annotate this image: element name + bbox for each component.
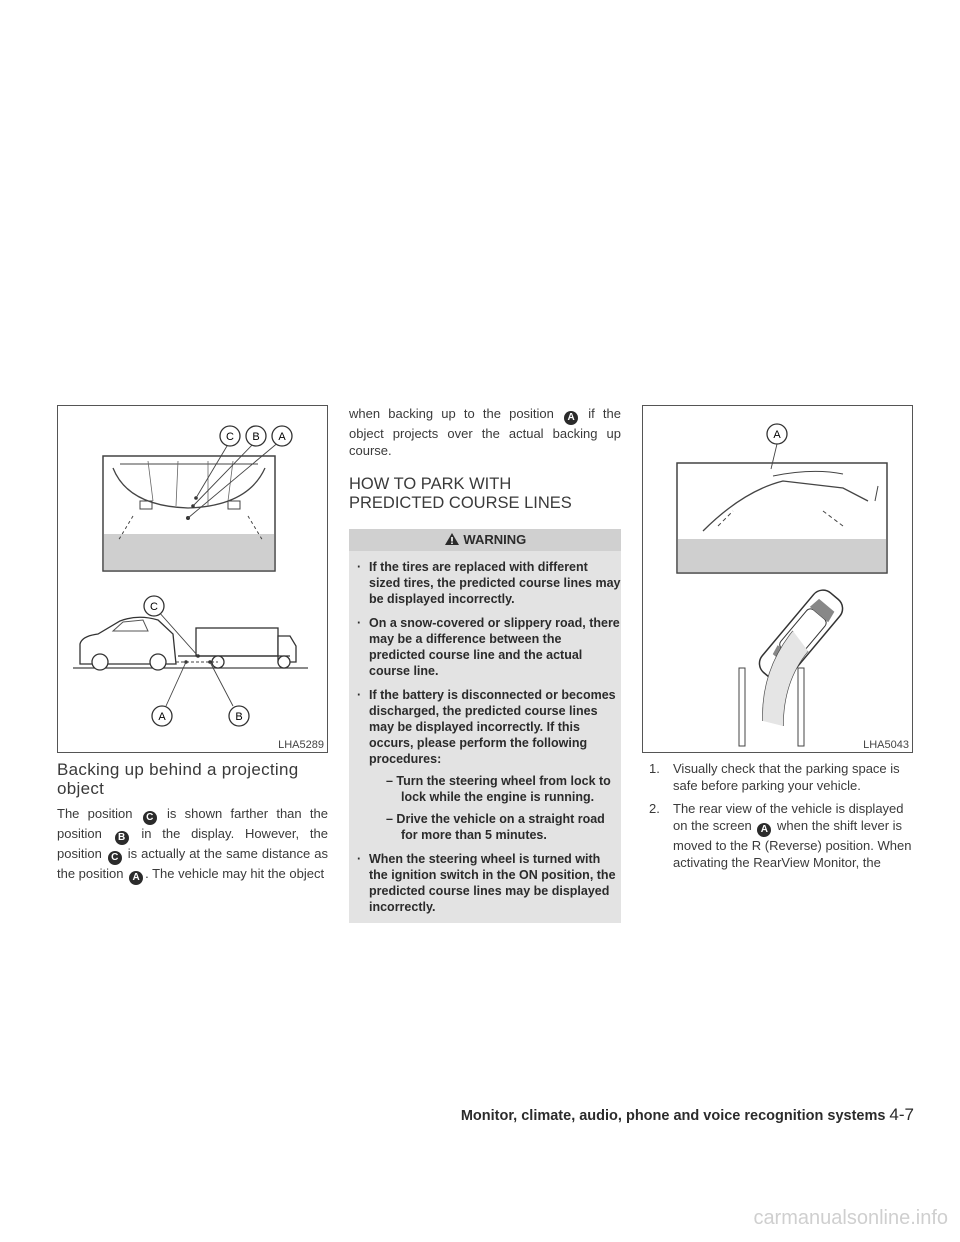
callout-label: C xyxy=(226,431,234,443)
callout-letter-icon: B xyxy=(115,831,129,845)
rear-camera-diagram xyxy=(58,406,327,752)
text-span: is shown farther than the position xyxy=(57,806,328,841)
text-span: if the object projects over the actual backing up course. xyxy=(349,406,621,458)
text-span: in the display. However, the position xyxy=(57,826,328,861)
warning-text: When the steering wheel is turned with the ignition switch in the ON position, the predicted course lines may be displayed incorrectly. xyxy=(369,852,616,914)
warning-header xyxy=(349,529,621,551)
section-heading: Backing up behind a projecting object xyxy=(57,760,299,798)
step-item xyxy=(649,760,913,794)
watermark: carmanualsonline.info xyxy=(753,1207,948,1229)
body-paragraph xyxy=(57,805,328,885)
warning-subitem: – Turn the steering wheel from lock to lock while the engine is running. xyxy=(386,774,611,804)
heading-line: PREDICTED COURSE LINES xyxy=(349,494,572,512)
text-span: . The vehicle may hit the object xyxy=(145,866,325,881)
right-column xyxy=(649,760,913,877)
heading-line: HOW TO PARK WITH xyxy=(349,475,512,493)
warning-triangle-icon xyxy=(444,532,460,546)
callout-letter-icon: A xyxy=(564,411,578,425)
step-text: The rear view of the vehicle is displayed on the screen xyxy=(673,801,904,833)
callout-label: C xyxy=(150,601,158,613)
figure-lha5289 xyxy=(57,405,328,753)
step-item xyxy=(649,800,913,871)
callout-label: A xyxy=(278,431,286,443)
text-span: The position xyxy=(57,806,133,821)
warning-item xyxy=(349,851,621,915)
callout-letter-icon: A xyxy=(757,823,771,837)
warning-text: On a snow-covered or slippery road, there may be a difference between the predicted course line and the actual course line. xyxy=(369,616,620,678)
warning-subitem: – Drive the vehicle on a straight road for more than 5 minutes. xyxy=(386,812,605,842)
step-number: 2. xyxy=(649,801,660,816)
step-text: when the shift lever is moved to the R (Reverse) position. When activating the RearView Monitor, the xyxy=(673,818,912,870)
section-heading xyxy=(349,475,621,513)
figure-code: LHA5289 xyxy=(278,739,324,751)
callout-letter-icon: C xyxy=(143,811,157,825)
warning-item xyxy=(349,687,621,767)
text-span: is actually at the same distance as the position xyxy=(57,846,328,881)
callout-label: A xyxy=(773,429,781,441)
warning-text: If the tires are replaced with different sized tires, the predicted course lines may be displayed incorrectly. xyxy=(369,560,621,606)
bullet: · xyxy=(357,688,362,702)
parking-diagram xyxy=(643,406,912,752)
bullet: · xyxy=(357,560,362,574)
page-footer xyxy=(461,1105,914,1125)
warning-title: WARNING xyxy=(463,532,527,547)
bullet: · xyxy=(357,616,362,630)
warning-box xyxy=(349,529,621,923)
warning-item xyxy=(349,559,621,607)
callout-label: B xyxy=(235,711,243,723)
warning-item xyxy=(349,615,621,679)
left-column xyxy=(57,760,328,885)
callout-letter-icon: A xyxy=(129,871,143,885)
callout-label: B xyxy=(252,431,260,443)
figure-lha5043 xyxy=(642,405,913,753)
figure-code: LHA5043 xyxy=(863,739,909,751)
text-span: when backing up to the position xyxy=(349,406,554,421)
footer-title: Monitor, climate, audio, phone and voice recognition systems xyxy=(460,1108,886,1124)
page-number: 4-7 xyxy=(889,1105,914,1124)
bullet: · xyxy=(357,852,362,866)
step-text: Visually check that the parking space is safe before parking your vehicle. xyxy=(673,761,900,793)
step-number: 1. xyxy=(649,761,660,776)
warning-text: If the battery is disconnected or becomes discharged, the predicted course lines may be displayed incorrectly. If this occurs, please perform the following procedures: xyxy=(369,688,616,766)
callout-label: A xyxy=(158,711,166,723)
callout-letter-icon: C xyxy=(108,851,122,865)
body-paragraph xyxy=(349,405,621,459)
middle-column xyxy=(349,405,621,923)
